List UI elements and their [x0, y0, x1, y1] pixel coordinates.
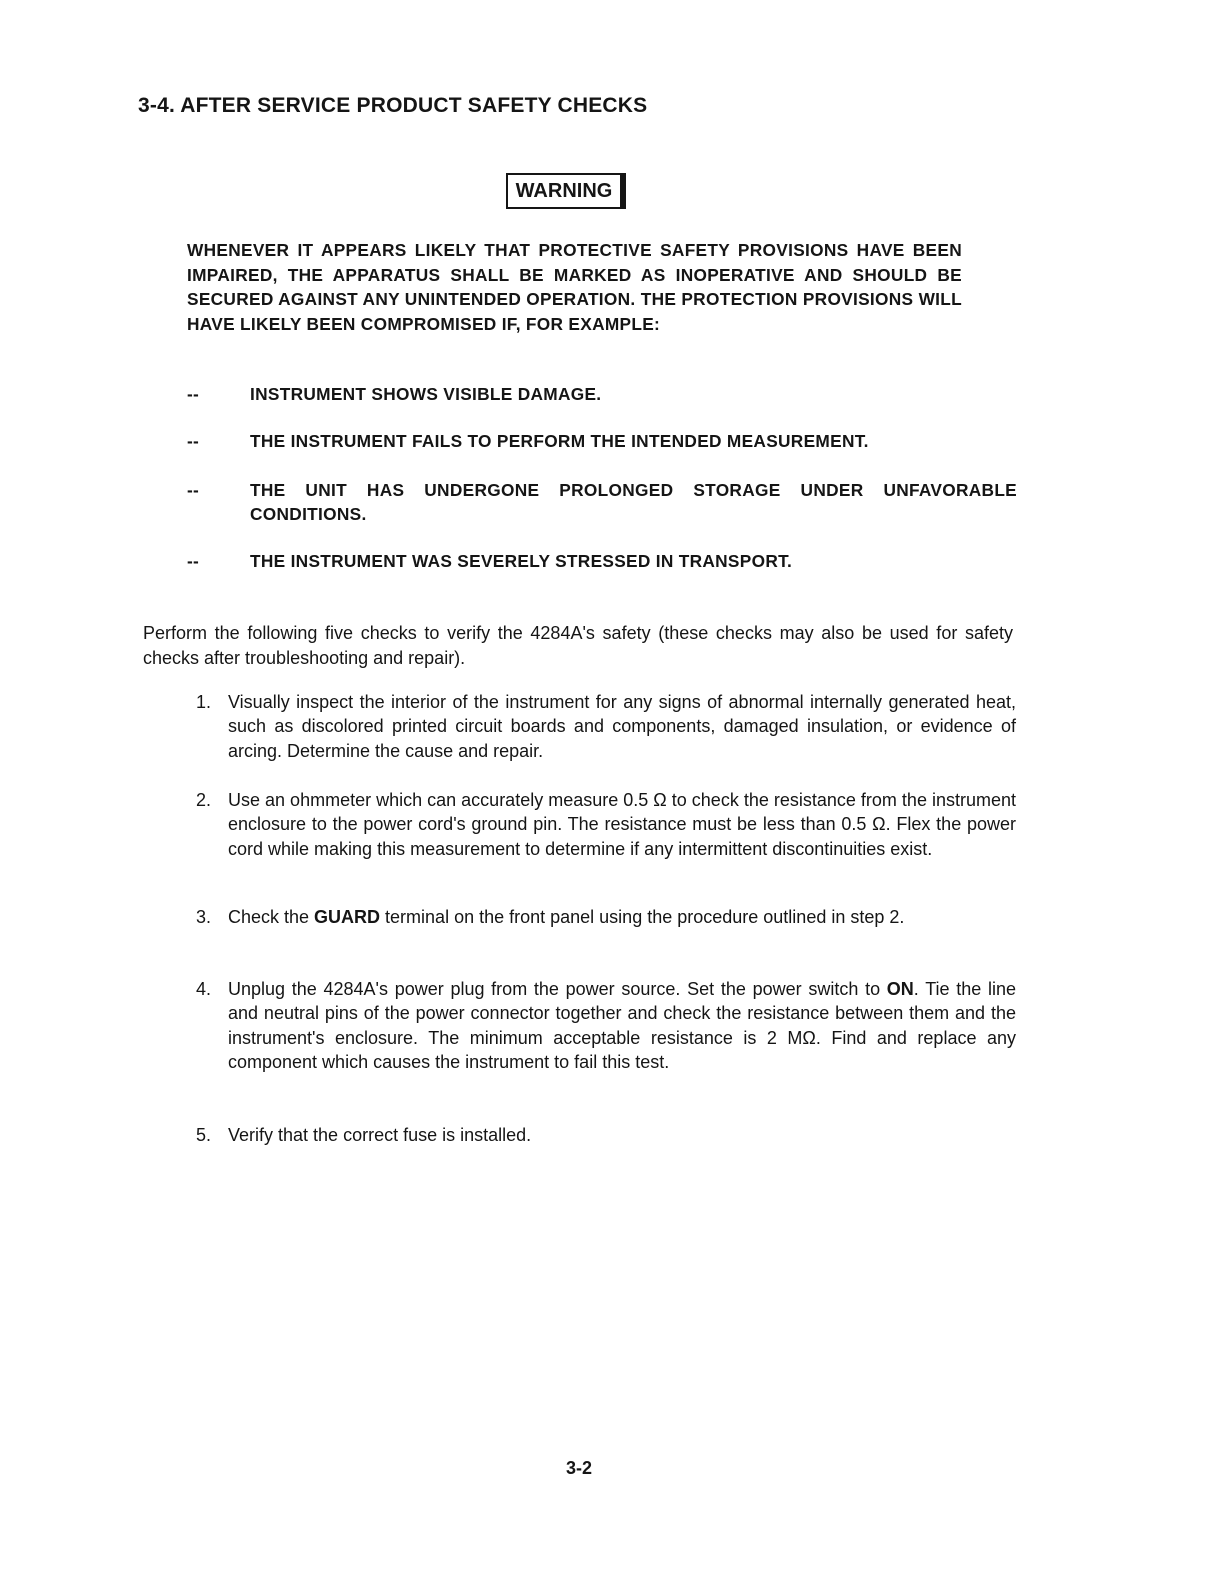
- warning-text: WHENEVER IT APPEARS LIKELY THAT PROTECTIVE SAFETY PROVISIONS HAVE BEEN IMPAIRED, THE APPARATUS SHALL BE MARKED AS INOPERATIVE AND SHOULD BE SECURED AGAINST ANY UNINTENDED OPERATION. THE PROTECTION PROVISIONS WILL HAVE LIKELY BEEN COMPROMISED IF, FOR EXAMPLE:: [187, 240, 962, 334]
- safety-check-step: [196, 1123, 1016, 1147]
- step-text-part: Check the: [228, 907, 315, 927]
- step-number: 3.: [196, 907, 212, 927]
- safety-check-step: [196, 788, 1016, 861]
- step-text-part: terminal on the front panel using the procedure outlined in step 2.: [380, 907, 905, 927]
- step-text: [228, 905, 1016, 929]
- list-marker: --: [187, 551, 200, 571]
- step-text-part: . Tie the line and neutral pins of the power connector together and check the resistance between them and the instrument's enclosure. The minimum acceptable resistance is 2 MΩ. Find and replace any component which causes the instrument to fail this test.: [228, 979, 1016, 1072]
- safety-check-step: [196, 977, 1016, 1074]
- safety-check-step: [196, 905, 1016, 929]
- condition-text: THE UNIT HAS UNDERGONE PROLONGED STORAGE UNDER UNFAVORABLE CONDITIONS.: [250, 480, 1017, 524]
- step-text: Visually inspect the interior of the instrument for any signs of abnormal internally generated heat, such as discolored printed circuit boards and components, damaged insulation, or evidence of arcing. Determine the cause and repair.: [228, 692, 1016, 761]
- list-marker: --: [187, 431, 200, 451]
- guard-term: GUARD: [314, 907, 381, 927]
- warning-condition: [187, 382, 1017, 406]
- warning-condition: [187, 478, 1017, 526]
- warning-condition: [187, 549, 1017, 573]
- step-number: 4.: [196, 979, 212, 999]
- warning-label: WARNING: [506, 173, 626, 209]
- warning-condition: [187, 429, 1017, 453]
- step-text: Use an ohmmeter which can accurately measure 0.5 Ω to check the resistance from the instrument enclosure to the power cord's ground pin. The resistance must be less than 0.5 Ω. Flex the power cord while making this measurement to determine if any intermittent discontinuities exist.: [228, 790, 1016, 859]
- condition-text: THE INSTRUMENT FAILS TO PERFORM THE INTENDED MEASUREMENT.: [250, 431, 869, 451]
- section-title: 3-4. AFTER SERVICE PRODUCT SAFETY CHECKS: [138, 94, 648, 117]
- safety-check-step: [196, 690, 1016, 763]
- step-text: Verify that the correct fuse is installed.: [228, 1125, 532, 1145]
- condition-text: INSTRUMENT SHOWS VISIBLE DAMAGE.: [250, 384, 602, 404]
- step-text: [228, 977, 1016, 1074]
- step-number: 2.: [196, 790, 212, 810]
- condition-text: THE INSTRUMENT WAS SEVERELY STRESSED IN TRANSPORT.: [250, 551, 793, 571]
- step-number: 5.: [196, 1125, 212, 1145]
- step-number: 1.: [196, 692, 212, 712]
- list-marker: --: [187, 480, 200, 500]
- list-marker: --: [187, 384, 200, 404]
- step-text-part: Unplug the 4284A's power plug from the power source. Set the power switch to: [228, 979, 887, 999]
- page-number: 3-2: [566, 1458, 593, 1478]
- on-term: ON: [886, 979, 914, 999]
- intro-paragraph: Perform the following five checks to verify the 4284A's safety (these checks may also be used for safety checks after troubleshooting and repair).: [143, 623, 1013, 668]
